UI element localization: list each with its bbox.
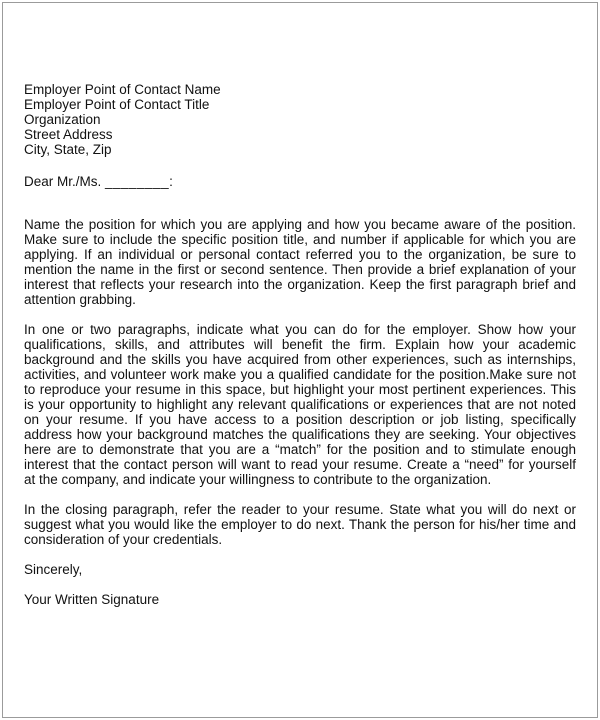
recipient-city-state-zip: City, State, Zip [24,142,112,157]
signature-line: Your Written Signature [24,592,160,607]
recipient-street-address: Street Address [24,127,113,142]
salutation-colon: : [169,174,173,189]
recipient-organization: Organization [24,112,101,127]
salutation-blank-line: ________ [105,174,170,189]
recipient-contact-name: Employer Point of Contact Name [24,82,221,97]
body-paragraph-closing: In the closing paragraph, refer the reader to your resume. State what you will do next or suggest what you would like the employer to do next. Thank the person for his/her time and consideration of your credentials. [24,502,576,547]
closing-sincerely: Sincerely, [24,562,83,577]
recipient-block [24,82,576,157]
body-paragraph-middle: In one or two paragraphs, indicate what you can do for the employer. Show how your qualifications, skills, and attributes will benefit the firm. Explain how your academic background and the skills you have acquired from other experiences, such as internships, activities, and volunteer work make you a qualified candidate for the position.Make sure not to reproduce your resume in this space, but highlight your most pertinent experiences. This is your opportunity to highlight any relevant qualifications or experiences that are not noted on your resume. If you have access to a position description or job listing, specifically address how your background matches the qualifications they are seeking. Your objectives here are to demonstrate that you are a “match” for the position and to stimulate enough interest that the contact person will want to read your resume. Create a “need” for yourself at the company, and indicate your willingness to contribute to the organization. [24,322,576,487]
salutation [24,174,576,189]
cover-letter-page [24,82,576,607]
body-paragraph-opening: Name the position for which you are applying and how you became aware of the position. Make sure to include the specific position title, and number if applicable for which you are applying. If an individual or personal contact referred you to the organization, be sure to mention the name in the first or second sentence. Then provide a brief explanation of your interest that reflects your research into the organization. Keep the first paragraph brief and attention grabbing. [24,217,576,307]
recipient-contact-title: Employer Point of Contact Title [24,97,210,112]
salutation-prefix: Dear Mr./Ms. [24,174,102,189]
